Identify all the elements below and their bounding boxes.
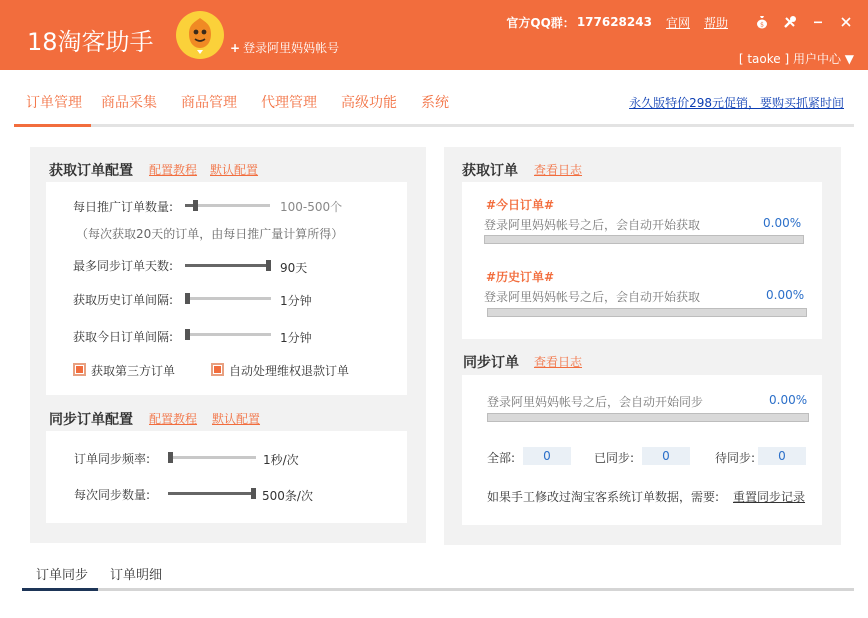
sync-orders-progress [487, 413, 809, 422]
sync-config-title: 同步订单配置 [49, 412, 133, 428]
history-interval-label: 获取历史订单间隔: [73, 293, 174, 307]
sync-frequency-label: 订单同步频率: [74, 452, 151, 466]
today-interval-slider-thumb[interactable] [185, 329, 190, 340]
fetch-orders-title: 获取订单 [462, 163, 518, 179]
today-interval-label: 获取今日订单间隔: [73, 330, 174, 344]
max-days-slider-thumb[interactable] [266, 260, 271, 271]
mascot-avatar-icon[interactable] [175, 10, 225, 60]
sync-all-count: 0 [523, 447, 571, 465]
sync-config-default-link[interactable]: 默认配置 [212, 412, 261, 426]
svg-text:$: $ [760, 21, 764, 29]
daily-count-label: 每日推广订单数量: [73, 200, 174, 214]
qq-group-number: 177628243 [576, 15, 652, 29]
sync-count-slider-fill [168, 492, 256, 495]
sync-done-label: 已同步: [594, 451, 635, 465]
login-alimama-link[interactable] [230, 39, 339, 56]
sync-pending-label: 待同步: [715, 451, 756, 465]
fetch-config-card [46, 182, 407, 395]
fetch-config-default-link[interactable]: 默认配置 [210, 163, 259, 177]
reset-sync-note: 如果手工修改过淘宝客系统订单数据，需要: [487, 490, 720, 504]
max-days-slider[interactable] [185, 264, 271, 267]
help-link[interactable]: 帮助 [703, 15, 728, 30]
app-header [0, 0, 868, 70]
tab-advanced[interactable]: 高级功能 [341, 95, 397, 111]
sync-orders-message: 登录阿里妈妈帐号之后，会自动开始同步 [487, 395, 704, 409]
promo-link[interactable]: 永久版特价298元促销，要购买抓紧时间 [629, 96, 844, 110]
third-party-checkbox[interactable] [73, 363, 86, 376]
sync-frequency-slider-thumb[interactable] [168, 452, 173, 463]
close-icon[interactable] [838, 14, 854, 30]
daily-count-value: 100-500个 [280, 200, 343, 214]
sync-orders-card [462, 375, 822, 525]
sync-done-count: 0 [642, 447, 690, 465]
sync-count-value: 500条/次 [262, 489, 313, 503]
today-orders-message: 登录阿里妈妈帐号之后，会自动开始获取 [484, 218, 701, 232]
fetch-config-title: 获取订单配置 [49, 163, 133, 179]
sync-pending-count: 0 [758, 447, 806, 465]
active-tab-indicator [14, 124, 91, 127]
sync-frequency-slider[interactable] [168, 456, 256, 459]
max-days-slider-fill [185, 264, 271, 267]
official-site-link[interactable]: 官网 [665, 15, 690, 30]
history-interval-slider-thumb[interactable] [185, 293, 190, 304]
sync-count-slider-thumb[interactable] [251, 488, 256, 499]
sync-orders-title: 同步订单 [463, 355, 519, 371]
tab-order-details[interactable]: 订单明细 [110, 568, 163, 583]
tab-system[interactable]: 系统 [421, 95, 449, 111]
sync-orders-percent: 0.00% [769, 393, 808, 407]
today-orders-progress [484, 235, 804, 244]
auto-refund-checkbox[interactable] [211, 363, 224, 376]
history-orders-message: 登录阿里妈妈帐号之后，会自动开始获取 [484, 290, 701, 304]
app-title: 18淘客助手 [27, 28, 154, 56]
today-interval-value: 1分钟 [280, 331, 312, 345]
right-status-panel [444, 147, 841, 545]
sync-config-card [46, 431, 407, 523]
daily-count-note: （每次获取20天的订单，由每日推广量计算所得） [76, 227, 344, 241]
left-config-panel [30, 147, 426, 543]
tab-product-management[interactable]: 商品管理 [181, 95, 237, 111]
history-interval-value: 1分钟 [280, 294, 312, 308]
max-days-label: 最多同步订单天数: [73, 259, 174, 273]
header-toolbar [506, 12, 854, 32]
today-orders-title: #今日订单# [486, 198, 555, 212]
daily-count-slider-thumb[interactable] [193, 200, 198, 211]
sync-all-label: 全部: [487, 451, 516, 465]
login-alimama-label: 登录阿里妈妈帐号 [243, 41, 340, 55]
auto-refund-label[interactable]: 自动处理维权退款订单 [229, 364, 350, 378]
reset-sync-link[interactable]: 重置同步记录 [733, 490, 806, 504]
sync-count-slider[interactable] [168, 492, 256, 495]
history-orders-progress [487, 308, 807, 317]
sync-orders-log-link[interactable]: 查看日志 [534, 355, 583, 369]
history-interval-slider[interactable] [185, 297, 271, 300]
max-days-value: 90天 [280, 261, 308, 275]
qq-group-label: 官方QQ群： [506, 15, 575, 30]
fetch-config-tutorial-link[interactable]: 配置教程 [149, 163, 198, 177]
tab-order-sync[interactable]: 订单同步 [36, 568, 89, 583]
minimize-icon[interactable] [810, 14, 826, 30]
main-tabs [14, 86, 854, 127]
plus-icon: + [230, 41, 241, 55]
sync-config-tutorial-link[interactable]: 配置教程 [149, 412, 198, 426]
sync-count-label: 每次同步数量: [74, 488, 151, 502]
today-orders-percent: 0.00% [763, 216, 802, 230]
money-bag-icon[interactable] [754, 14, 770, 30]
history-orders-title: #历史订单# [486, 270, 555, 284]
bottom-tabs [22, 556, 854, 591]
third-party-label[interactable]: 获取第三方订单 [91, 364, 176, 378]
today-interval-slider[interactable] [185, 333, 271, 336]
user-center-menu[interactable]: [ taoke ] 用户中心 ▼ [738, 52, 854, 66]
fetch-orders-log-link[interactable]: 查看日志 [534, 163, 583, 177]
tab-agent-management[interactable]: 代理管理 [261, 95, 317, 111]
tab-product-collect[interactable]: 商品采集 [101, 95, 157, 111]
bottom-active-tab-indicator [22, 588, 98, 591]
daily-count-slider[interactable] [185, 204, 270, 207]
history-orders-percent: 0.00% [766, 288, 805, 302]
sync-frequency-value: 1秒/次 [263, 453, 299, 467]
tab-order-management[interactable]: 订单管理 [26, 95, 82, 111]
tools-icon[interactable] [782, 14, 798, 30]
fetch-orders-card [462, 182, 822, 339]
